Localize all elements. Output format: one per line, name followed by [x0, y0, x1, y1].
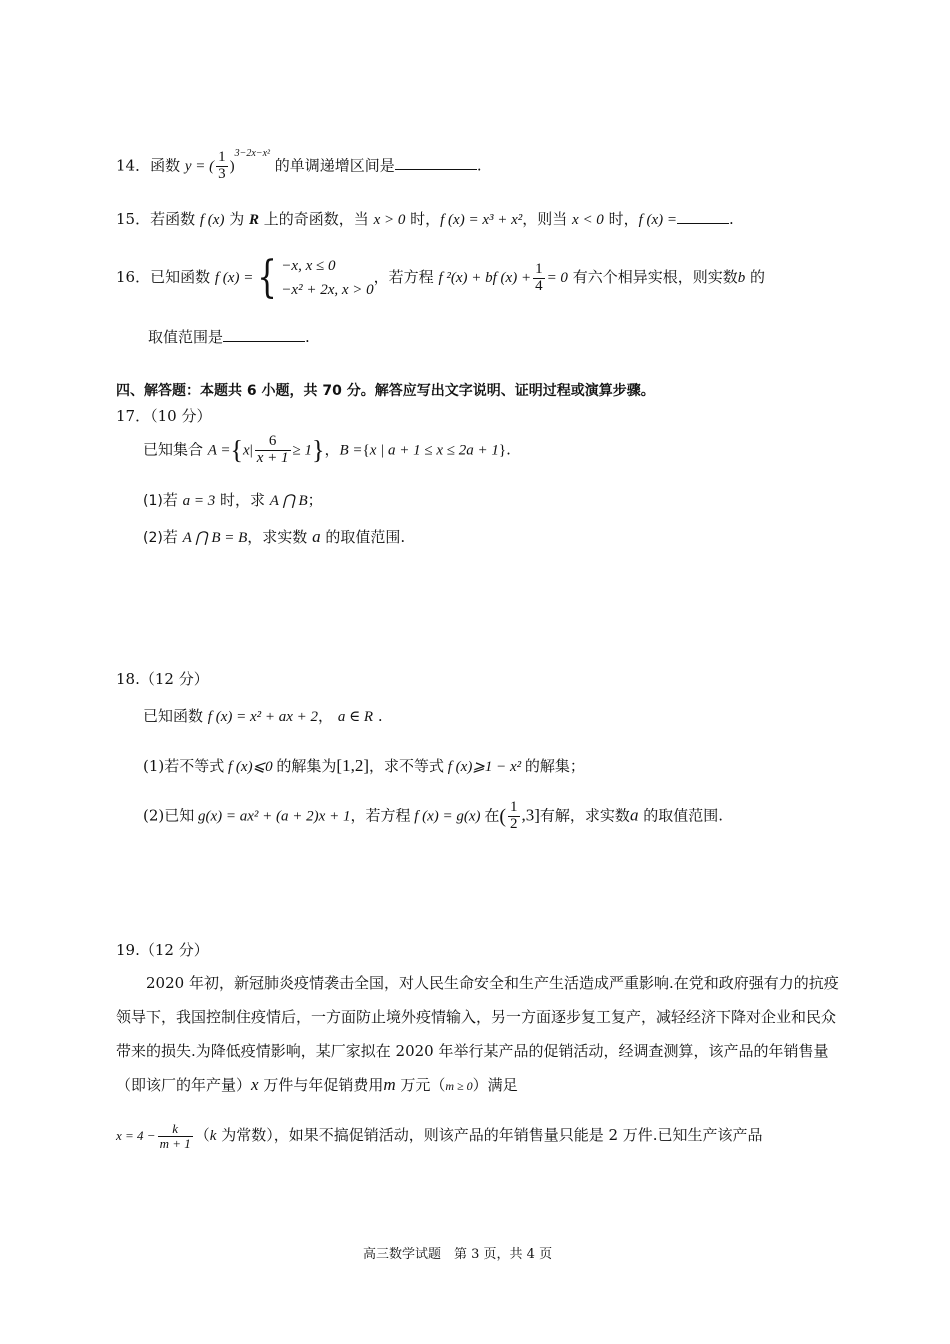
piecewise-cases: −x, x ≤ 0 −x² + 2x, x > 0	[281, 258, 374, 298]
page-footer: 高三数学试题 第 3 页，共 4 页	[363, 1247, 553, 1262]
question-18-part1: (1)若不等式 f (x)⩽0 的解集为[1,2]，求不等式 f (x)⩾1 − x² 的解集；	[143, 756, 585, 775]
left-brace: {	[230, 435, 244, 465]
answer-blank	[223, 327, 305, 342]
question-14: 14．函数 y = ( $\frac{1}{3}$ )$^{3-2x-x^2}$ 的单调递增区间是 .	[116, 148, 482, 182]
question-19-number: 19.（12 分）	[116, 941, 209, 959]
question-number: 16．	[116, 268, 151, 286]
question-17-number: 17．（10 分）	[116, 407, 212, 425]
question-18-part2: (2)已知 g(x) = ax² + (a + 2)x + 1，若方程 f (x) = g(x) 在( $\frac{1}{2}$ ,3]有解，求实数a 的取值范围.	[143, 799, 723, 832]
question-number: 15．	[116, 210, 151, 228]
question-15: 15．若函数 f (x) 为 R 上的奇函数，当 x > 0 时，f (x) = x³ + x²，则当 x < 0 时，f (x) = .	[116, 210, 734, 228]
question-number: 14．	[116, 156, 151, 175]
fraction: $\frac{k}{m + 1}$	[159, 1121, 191, 1151]
question-17-part1: (1)若 a = 3 时，求 A ⋂ B；	[143, 491, 323, 509]
answer-blank	[677, 209, 729, 224]
section-title: 四、解答题：本题共 6 小题，共 70 分。解答应写出文字说明、证明过程或演算步骤。	[116, 383, 655, 399]
fraction: $\frac{1}{4}$	[535, 260, 543, 294]
question-16: 16．已知函数 f (x) ={ −x, x ≤ 0 −x² + 2x, x > 0 ，若方程 f ²(x) + bf (x) + $\frac{1}{4}$ = 0 有六个相异实根，则实数b 的	[116, 252, 765, 303]
fraction: $\frac{6}{x + 1}$	[256, 433, 289, 466]
question-17-stem: 已知集合 A ={x| $\frac{6}{x + 1}$ ≥ 1}，B ={x | a + 1 ≤ x ≤ 2a + 1}.	[143, 433, 511, 466]
question-18-stem: 已知函数 f (x) = x² + ax + 2， a ∈ R .	[143, 707, 383, 725]
exponent: 3−2x−x²	[234, 148, 271, 160]
right-brace: }	[311, 435, 325, 465]
question-17-part2: (2)若 A ⋂ B = B，求实数 a 的取值范围.	[143, 527, 406, 546]
question-19-formula-line: x = 4 − $\frac{k}{m + 1}$ （k 为常数），如果不搞促销活动，则该产品的年销售量只能是 2 万件.已知生产该产品	[116, 1121, 763, 1151]
fraction: $\frac{1}{2}$	[510, 799, 518, 832]
fraction: $\frac{1}{3}$	[218, 149, 226, 182]
left-brace: {	[257, 252, 278, 303]
question-16-line2: 取值范围是 .	[148, 328, 310, 346]
answer-blank	[395, 155, 477, 170]
question-18-number: 18.（12 分）	[116, 670, 209, 688]
question-19-paragraph: 2020 年初，新冠肺炎疫情袭击全国，对人民生命安全和生产生活造成严重影响.在党和政府强有力的抗疫领导下，我国控制住疫情后，一方面防止境外疫情输入，另一方面逐步复工复产，减轻经济下降对企业和民众带来的损失.为降低疫情影响，某厂家拟在 2020 年举行某产品的促销活动，经调查测算，该产品的年销售量（即该厂的年产量）x 万件与年促销费用m 万元（m ≥ 0）满足	[116, 974, 839, 1094]
